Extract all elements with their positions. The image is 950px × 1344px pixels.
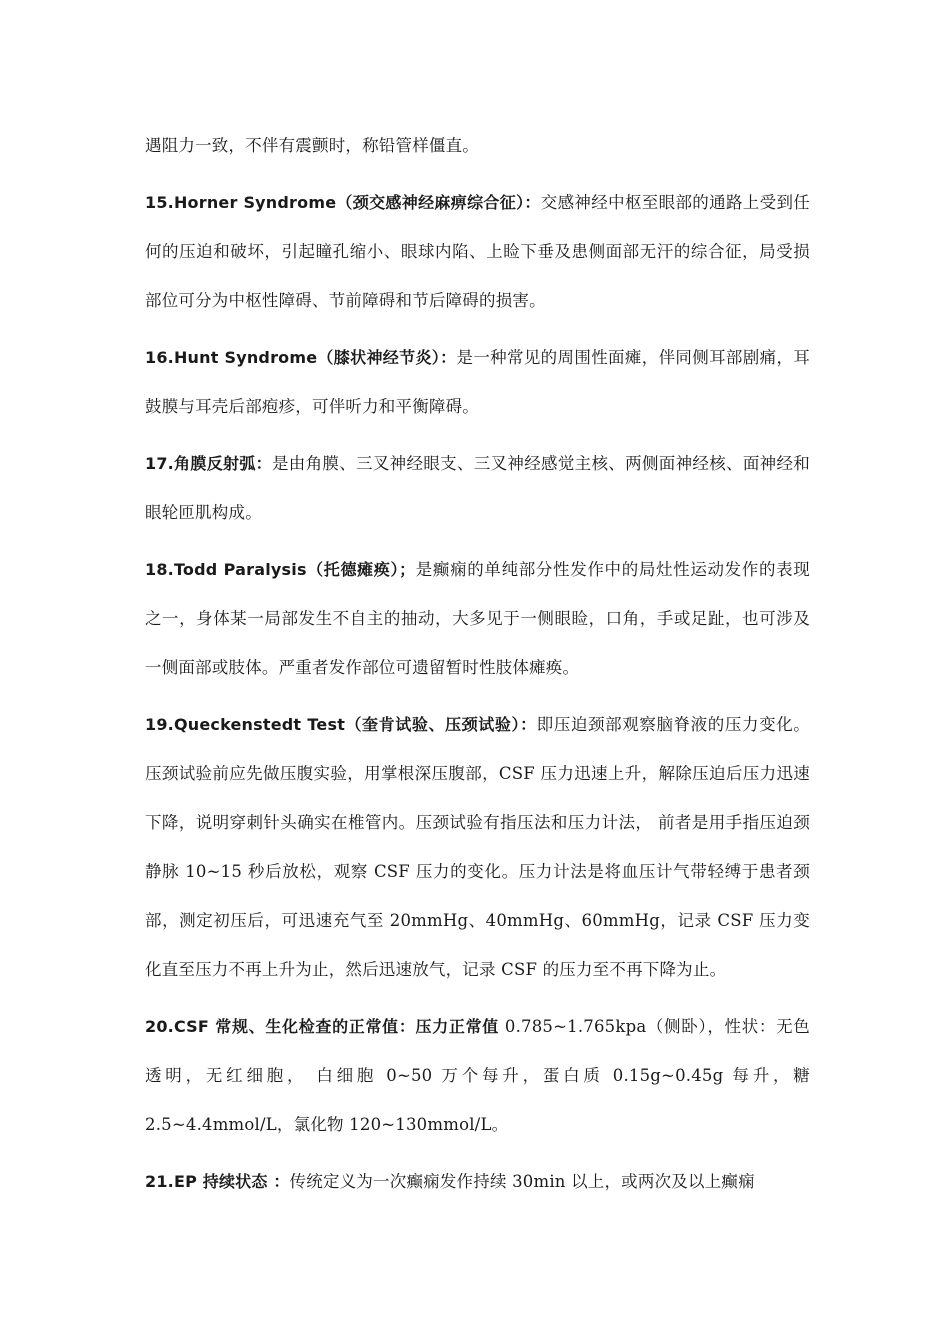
- paragraph-continued: [145, 121, 810, 170]
- paragraph-text: 即压迫颈部观察脑脊液的压力变化。压颈试验前应先做压腹实验，用掌根深压腹部，CSF 压力迅速上升，解除压迫后压力迅速下降，说明穿刺针头确实在椎管内。压颈试验有指压法和压力计法， 前者是用手指压迫颈静脉 10~15 秒后放松，观察 CSF 压力的变化。压力计法是将血压计气带轻缚于患者颈部，测定初压后，可迅速充气至 20mmHg、40mmHg、60mmHg，记录 CSF 压力变化直至压力不再上升为止，然后迅速放气，记录 CSF 的压力至不再下降为止。: [145, 715, 810, 979]
- paragraph-text: 是由角膜、三叉神经眼支、三叉神经感觉主核、两侧面神经核、面神经和眼轮匝肌构成。: [145, 454, 810, 522]
- paragraph-term: 20.CSF 常规、生化检查的正常值：压力正常值: [145, 1017, 499, 1036]
- paragraph-text: 遇阻力一致，不伴有震颤时，称铅管样僵直。: [145, 136, 479, 155]
- paragraph-ep-status: [145, 1157, 810, 1206]
- paragraph-queckenstedt-test: [145, 700, 810, 994]
- paragraph-term: 21.EP 持续状态 ：: [145, 1172, 290, 1191]
- paragraph-text: 是一种常见的周围性面瘫，伴同侧耳部剧痛，耳鼓膜与耳壳后部疱疹，可伴听力和平衡障碍。: [145, 348, 810, 416]
- paragraph-text: 0.785~1.765kpa（侧卧），性状：无色透明，无红细胞， 白细胞 0~50 万个每升，蛋白质 0.15g~0.45g 每升，糖 2.5~4.4mmol/L，氯化物 120~130mmol/L。: [145, 1017, 810, 1134]
- paragraph-text: 交感神经中枢至眼部的通路上受到任何的压迫和破坏，引起瞳孔缩小、眼球内陷、上睑下垂及患侧面部无汗的综合征，局受损部位可分为中枢性障碍、节前障碍和节后障碍的损害。: [145, 193, 810, 310]
- paragraph-term: 18.Todd Paralysis（托德瘫痪）；: [145, 560, 416, 579]
- paragraph-hunt-syndrome: [145, 333, 810, 431]
- paragraph-term: 15.Horner Syndrome（颈交感神经麻痹综合征）：: [145, 193, 541, 212]
- paragraph-text: 传统定义为一次癫痫发作持续 30min 以上，或两次及以上癫痫: [289, 1172, 755, 1191]
- paragraph-term: 19.Queckenstedt Test（奎肯试验、压颈试验）：: [145, 715, 537, 734]
- paragraph-horner-syndrome: [145, 178, 810, 325]
- paragraph-term: 16.Hunt Syndrome（膝状神经节炎）：: [145, 348, 457, 367]
- paragraph-corneal-reflex: [145, 439, 810, 537]
- document-body: [145, 121, 810, 1214]
- paragraph-csf-normal-values: [145, 1002, 810, 1149]
- paragraph-text: 是癫痫的单纯部分性发作中的局灶性运动发作的表现之一，身体某一局部发生不自主的抽动，大多见于一侧眼睑，口角，手或足趾，也可涉及一侧面部或肢体。严重者发作部位可遗留暂时性肢体瘫痪。: [145, 560, 810, 677]
- paragraph-todd-paralysis: [145, 545, 810, 692]
- paragraph-term: 17.角膜反射弧：: [145, 454, 272, 473]
